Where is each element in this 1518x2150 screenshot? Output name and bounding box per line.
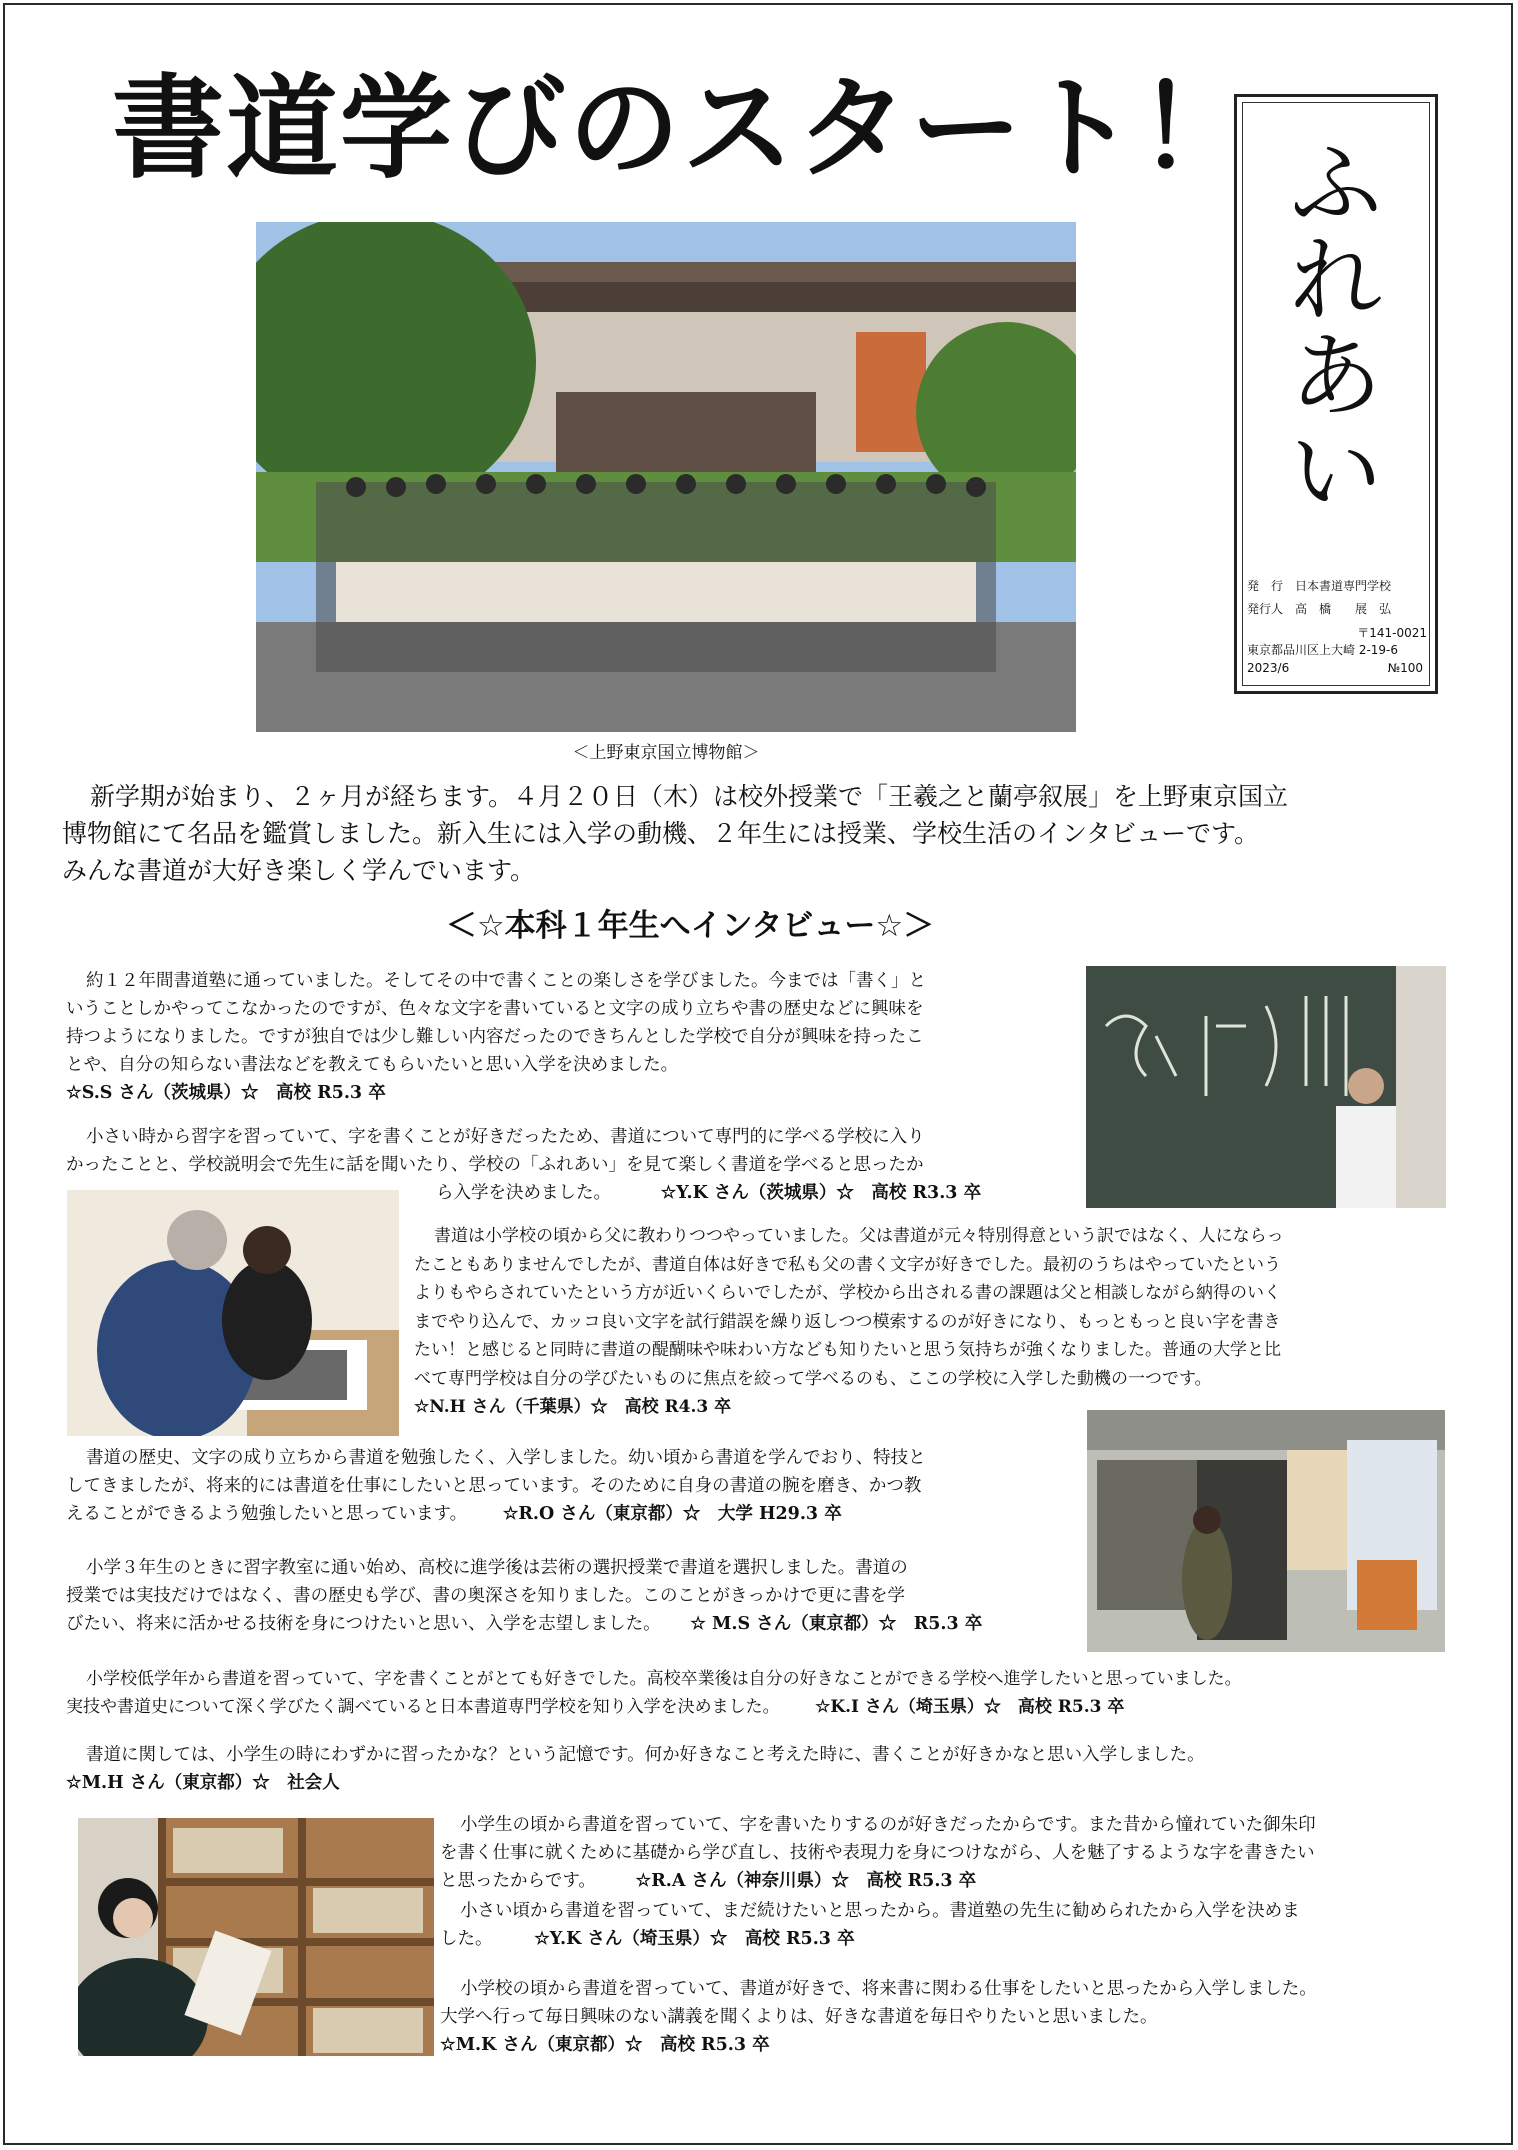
publisher-info xyxy=(1247,575,1427,677)
interview-line: いうことしかやってこなかったのですが、色々な文字を書いていると文字の成り立ちや書の歴史などに興味を xyxy=(66,999,924,1019)
masthead xyxy=(1234,94,1438,694)
issue-number: №100 xyxy=(1387,661,1423,675)
logo-char: れ xyxy=(1289,227,1382,334)
issuer-line: 発行人 高 橋 展 弘 xyxy=(1247,602,1392,616)
interview-signature: ☆R.A さん（神奈川県）☆ 高校 R5.3 卒 xyxy=(635,1871,977,1891)
page-title: 書道学びのスタート！ xyxy=(112,63,1252,194)
photo-caption: ＜上野東京国立博物館＞ xyxy=(572,743,760,763)
interview-line-with-signature xyxy=(66,1179,981,1207)
issue-date: 2023/6 xyxy=(1247,661,1290,675)
interview-line: かったことと、学校説明会で先生に話を聞いたり、学校の「ふれあい」を見て楽しく書道を学べると思ったか xyxy=(66,1155,924,1175)
interview-signature: ☆K.I さん（埼玉県）☆ 高校 R5.3 卒 xyxy=(815,1697,1125,1717)
interview-6 xyxy=(66,1665,1242,1721)
interview-line: 小学３年生のときに習字教室に通い始め、高校に進学後は芸術の選択授業で書道を選択しました。書道の xyxy=(86,1558,908,1578)
interview-8 xyxy=(440,1811,1316,1895)
interview-line: した。 xyxy=(440,1929,493,1949)
interview-line: 小学校低学年から書道を習っていて、字を書くことがとても好きでした。高校卒業後は自分の好きなことができる学校へ進学したいと思っていました。 xyxy=(86,1669,1242,1689)
publisher-line: 発 行 日本書道専門学校 xyxy=(1247,579,1392,593)
interview-4 xyxy=(66,1444,926,1528)
interview-signature: ☆S.S さん（茨城県）☆ 高校 R5.3 卒 xyxy=(66,1083,386,1103)
calligraphy-lesson-photo xyxy=(67,1190,399,1436)
interview-line: までやり込んで、カッコ良い文字を試行錯誤を繰り返しつつ模索するのが好きになり、もっともっと良い字を書き xyxy=(414,1311,1281,1332)
interview-line: 持つようになりました。ですが独自では少し難しい内容だったのできちんとした学校で自分が興味を持ったこ xyxy=(66,1027,924,1047)
library-photo xyxy=(78,1818,434,2056)
interview-line: 書道の歴史、文字の成り立ちから書道を勉強したく、入学しました。幼い頃から書道を学んでおり、特技と xyxy=(86,1448,926,1468)
interview-1 xyxy=(66,967,926,1107)
interview-line: 約１２年間書道塾に通っていました。そしてその中で書くことの楽しさを学びました。今までは「書く」と xyxy=(86,971,926,991)
interview-line: 授業では実技だけではなく、書の歴史も学び、書の奥深さを知りました。このことがきっかけで更に書を学 xyxy=(66,1586,905,1606)
issue-line xyxy=(1247,659,1427,677)
interview-2 xyxy=(66,1123,981,1207)
hallway-photo xyxy=(1087,1410,1445,1652)
interview-line: 小さい時から習字を習っていて、字を書くことが好きだったため、書道について専門的に学べる学校に入り xyxy=(86,1127,925,1147)
section-heading: ＜☆本科１年生へインタビュー☆＞ xyxy=(445,908,935,944)
interview-line: 小学校の頃から書道を習っていて、書道が好きで、将来書に関わる仕事をしたいと思ったから入学しました。 xyxy=(460,1979,1317,1999)
intro-line: 新学期が始まり、２ヶ月が経ちます。４月２０日（木）は校外授業で「王羲之と蘭亭叙展」を上野東京国立 xyxy=(90,782,1289,811)
classroom-photo xyxy=(1086,966,1446,1208)
interview-line: を書く仕事に就くために基礎から学び直し、技術や表現力を身につけながら、人を魅了するような字を書きたい xyxy=(440,1843,1315,1863)
interview-line: たこともありませんでしたが、書道自体は好きで私も父の書く文字が好きでした。最初のうちはやっていたという xyxy=(414,1254,1281,1275)
interview-line: びたい、将来に活かせる技術を身につけたいと思い、入学を志望しました。 xyxy=(66,1614,661,1634)
interview-line: 小学生の頃から書道を習っていて、字を書いたりするのが好きだったからです。また昔から憧れていた御朱印 xyxy=(460,1815,1316,1835)
interview-line: 実技や書道史について深く学びたく調べていると日本書道専門学校を知り入学を決めました。 xyxy=(66,1697,780,1717)
interview-line: とや、自分の知らない書法などを教えてもらいたいと思い入学を決めました。 xyxy=(66,1055,679,1075)
interview-9 xyxy=(440,1897,1300,1953)
interview-line: 書道は小学校の頃から父に教わりつつやっていました。父は書道が元々特別得意という訳ではなく、人にならっ xyxy=(434,1226,1284,1246)
address-line: 東京都品川区上大崎 2-19-6 xyxy=(1247,643,1399,657)
interview-line: たい！と感じると同時に書道の醍醐味や味わい方なども知りたいと思う気持ちが強くなりました。普通の大学と比 xyxy=(414,1340,1281,1360)
interview-signature: ☆R.O さん（東京都）☆ 大学 H29.3 卒 xyxy=(502,1504,842,1524)
intro-paragraph xyxy=(62,778,1440,889)
interview-line: 書道に関しては、小学生の時にわずかに習ったかな？という記憶です。何か好きなこと考えた時に、書くことが好きかなと思い入学しました。 xyxy=(86,1745,1205,1765)
intro-line: みんな書道が大好き楽しく学んでいます。 xyxy=(62,856,536,885)
logo-char: あ xyxy=(1289,323,1382,430)
interview-signature: ☆M.H さん（東京都）☆ 社会人 xyxy=(66,1773,340,1793)
interview-line-with-signature xyxy=(66,1500,926,1528)
interview-line: よりもやらされていたという方が近いくらいでしたが、学校から出される書の課題は父と相談しながら納得のいく xyxy=(414,1283,1281,1303)
interview-line-with-signature xyxy=(66,1610,982,1638)
interview-signature: ☆M.K さん（東京都）☆ 高校 R5.3 卒 xyxy=(440,2035,770,2055)
interview-line: べて専門学校は自分の学びたいものに焦点を絞って学べるのも、ここの学校に入学した動機の一つです。 xyxy=(414,1368,1212,1389)
interview-line: ら入学を決めました。 xyxy=(436,1183,611,1203)
interview-line: と思ったからです。 xyxy=(440,1871,596,1891)
interview-7 xyxy=(66,1741,1205,1797)
interview-line: 大学へ行って毎日興味のない講義を聞くよりは、好きな書道を毎日やりたいと思いました。 xyxy=(440,2007,1158,2027)
postal-line: 〒141-0021 xyxy=(1357,626,1427,640)
interview-5 xyxy=(66,1554,982,1638)
interview-line: えることができるよう勉強したいと思っています。 xyxy=(66,1504,468,1524)
interview-line-with-signature xyxy=(440,1925,1300,1953)
interview-line: してきましたが、将来的には書道を仕事にしたいと思っています。そのために自身の書道の腕を磨き、かつ教 xyxy=(66,1476,922,1496)
interview-line-with-signature xyxy=(440,1867,1316,1895)
interview-signature: ☆N.H さん（千葉県）☆ 高校 R4.3 卒 xyxy=(414,1397,732,1417)
interview-line: 小さい頃から書道を習っていて、まだ続けたいと思ったから。書道塾の先生に勧められたから入学を決めま xyxy=(460,1901,1300,1921)
interview-signature: ☆ M.S さん（東京都）☆ R5.3 卒 xyxy=(690,1614,983,1634)
interview-signature: ☆Y.K さん（茨城県）☆ 高校 R3.3 卒 xyxy=(660,1183,982,1203)
interview-line-with-signature xyxy=(66,1693,1242,1721)
logo-char: い xyxy=(1289,419,1382,526)
interview-signature: ☆Y.K さん（埼玉県）☆ 高校 R5.3 卒 xyxy=(534,1929,855,1949)
intro-line: 博物館にて名品を鑑賞しました。新入生には入学の動機、２年生には授業、学校生活のインタビューです。 xyxy=(62,819,1260,848)
logo-char: ふ xyxy=(1289,131,1382,238)
group-photo xyxy=(256,222,1076,732)
interview-3 xyxy=(414,1222,1284,1422)
interview-10 xyxy=(440,1975,1317,2059)
masthead-logo xyxy=(1237,131,1435,526)
